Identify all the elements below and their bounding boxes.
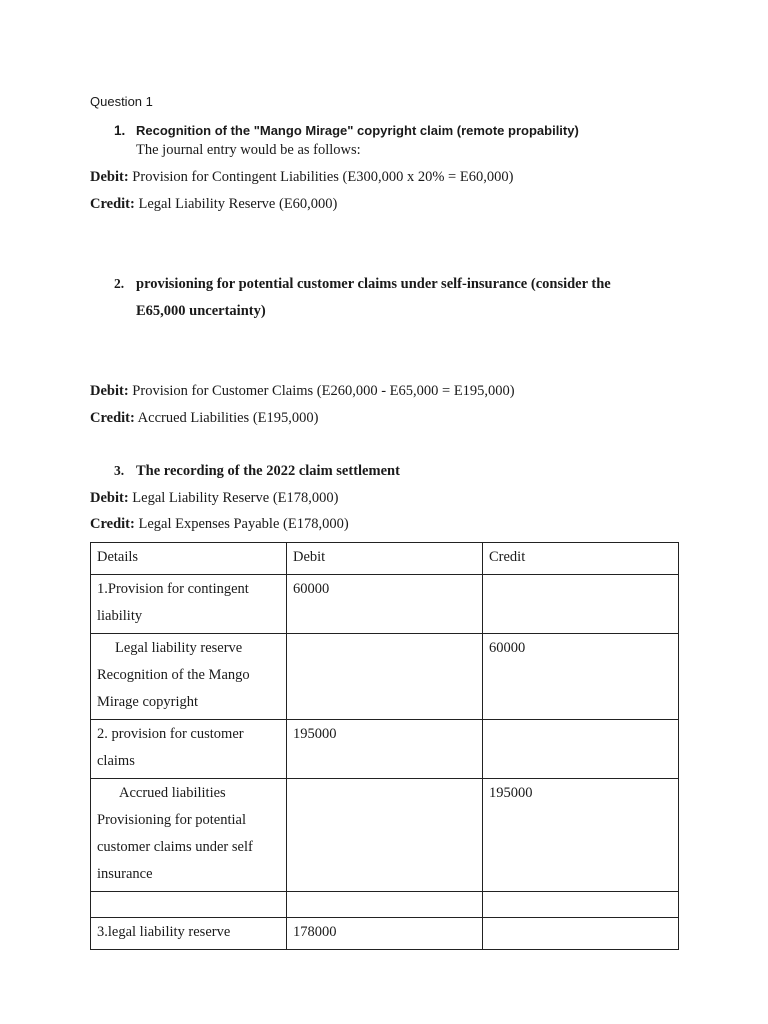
debit-text: Provision for Contingent Liabilities (E300,000 x 20% = E60,000) xyxy=(132,169,514,185)
journal-table xyxy=(90,542,679,950)
debit-text: Provision for Customer Claims (E260,000 - E65,000 = E195,000) xyxy=(132,383,515,399)
table-row xyxy=(91,779,679,892)
header-details: Details xyxy=(91,543,287,575)
debit-cell: 178000 xyxy=(287,918,483,950)
debit-cell xyxy=(287,779,483,892)
credit-cell xyxy=(483,720,679,779)
item3-number: 3. xyxy=(114,463,125,478)
debit-cell: 60000 xyxy=(287,575,483,634)
details-line: 2. provision for customer xyxy=(97,726,244,742)
details-cell xyxy=(91,720,287,779)
details-cell xyxy=(91,575,287,634)
item3-credit-line xyxy=(90,516,349,533)
details-cell xyxy=(91,779,287,892)
credit-text: Legal Expenses Payable (E178,000) xyxy=(138,516,349,532)
details-line: liability xyxy=(97,608,143,624)
details-line: claims xyxy=(97,753,135,769)
item3-heading-text: The recording of the 2022 claim settlement xyxy=(136,463,400,479)
table-row xyxy=(91,575,679,634)
item3-heading xyxy=(114,463,400,480)
header-debit: Debit xyxy=(287,543,483,575)
item2-heading-text: provisioning for potential customer claims under self-insurance (consider the xyxy=(136,276,611,292)
credit-cell: 195000 xyxy=(483,779,679,892)
credit-label: Credit: xyxy=(90,410,135,426)
item2-debit-line xyxy=(90,383,515,400)
item2-credit-line xyxy=(90,410,318,427)
item1-intro: The journal entry would be as follows: xyxy=(136,142,361,158)
debit-cell xyxy=(287,634,483,720)
credit-cell xyxy=(483,918,679,950)
item1-heading-text: Recognition of the "Mango Mirage" copyright claim (remote propability) xyxy=(136,123,579,138)
item1-credit-line xyxy=(90,196,337,213)
credit-label: Credit: xyxy=(90,196,135,212)
table-row-empty xyxy=(91,892,679,918)
debit-cell xyxy=(287,892,483,918)
details-line: 1.Provision for contingent xyxy=(97,581,249,597)
details-line: Recognition of the Mango xyxy=(97,667,250,683)
details-cell xyxy=(91,892,287,918)
details-line: insurance xyxy=(97,866,153,882)
credit-text: Accrued Liabilities (E195,000) xyxy=(137,410,319,426)
details-line: Mirage copyright xyxy=(97,694,199,710)
item1-debit-line xyxy=(90,169,513,186)
credit-cell xyxy=(483,575,679,634)
details-line: customer claims under self xyxy=(97,839,253,855)
credit-label: Credit: xyxy=(90,516,135,532)
details-cell xyxy=(91,634,287,720)
item2-heading-line2: E65,000 uncertainty) xyxy=(136,303,266,319)
details-line: Accrued liabilities xyxy=(119,785,226,801)
debit-cell: 195000 xyxy=(287,720,483,779)
credit-cell xyxy=(483,892,679,918)
credit-cell: 60000 xyxy=(483,634,679,720)
credit-text: Legal Liability Reserve (E60,000) xyxy=(138,196,338,212)
header-credit: Credit xyxy=(483,543,679,575)
item1-number: 1. xyxy=(114,123,126,138)
details-cell: 3.legal liability reserve xyxy=(91,918,287,950)
table-header-row xyxy=(91,543,679,575)
details-line: Provisioning for potential xyxy=(97,812,247,828)
item2-number: 2. xyxy=(114,276,125,291)
debit-text: Legal Liability Reserve (E178,000) xyxy=(132,490,339,506)
debit-label: Debit: xyxy=(90,490,129,506)
debit-label: Debit: xyxy=(90,169,129,185)
item1-heading xyxy=(114,123,579,138)
item2-heading-line1 xyxy=(114,276,611,293)
debit-label: Debit: xyxy=(90,383,129,399)
table-row xyxy=(91,720,679,779)
item3-debit-line xyxy=(90,490,338,507)
details-line: Legal liability reserve xyxy=(115,640,243,656)
table-row xyxy=(91,918,679,950)
question-title: Question 1 xyxy=(90,94,153,109)
table-row xyxy=(91,634,679,720)
